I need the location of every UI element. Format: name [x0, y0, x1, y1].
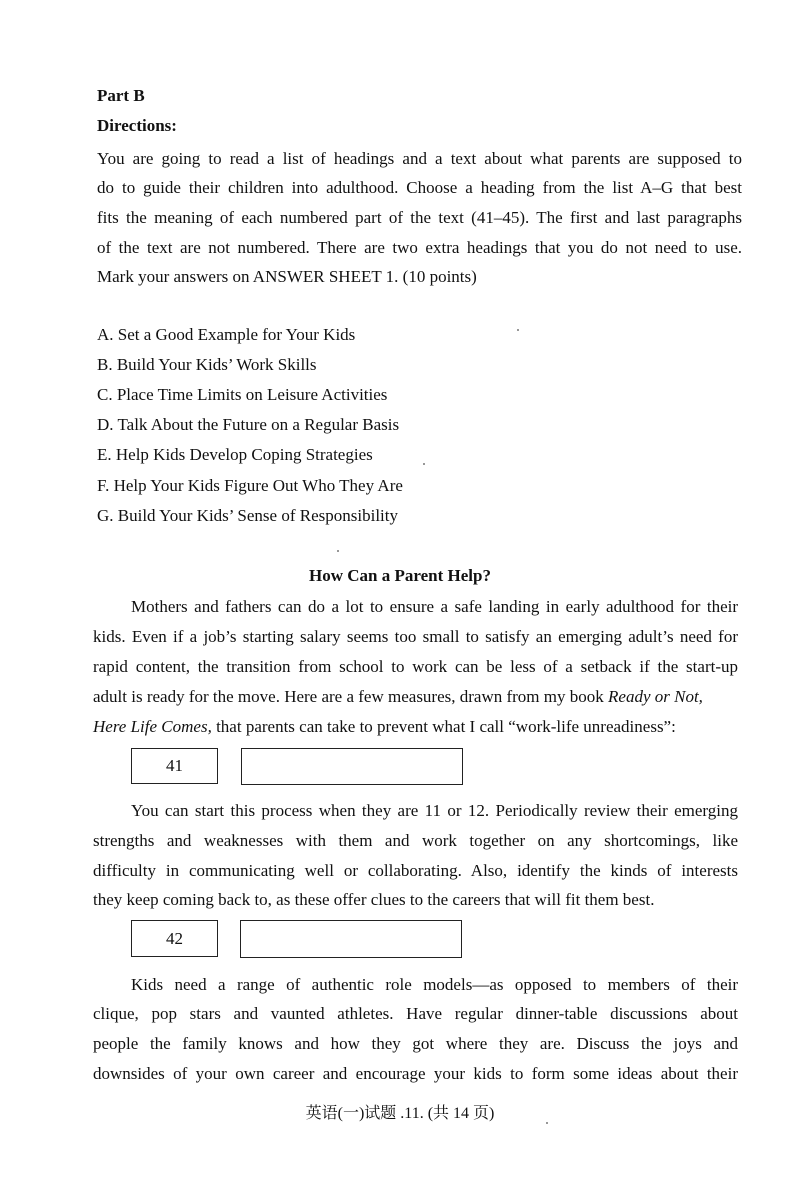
part-title: Part B: [97, 86, 145, 105]
paragraph-42-line: people the family knows and how they got where they are. Discuss the joys and: [93, 1034, 738, 1053]
scan-speck: [546, 1122, 548, 1124]
intro-line: Mothers and fathers can do a lot to ensure a safe landing in early adulthood for their: [131, 597, 738, 616]
heading-option-c: C. Place Time Limits on Leisure Activities: [97, 385, 388, 404]
heading-option-b: B. Build Your Kids’ Work Skills: [97, 355, 317, 374]
heading-option-g: G. Build Your Kids’ Sense of Responsibility: [97, 506, 398, 525]
directions-line: Mark your answers on ANSWER SHEET 1. (10 points): [97, 267, 477, 286]
intro-line: kids. Even if a job’s starting salary seems too small to satisfy an emerging adult’s need for: [93, 627, 738, 646]
scan-speck: [337, 550, 339, 552]
heading-option-a: A. Set a Good Example for Your Kids: [97, 325, 356, 344]
intro-line: rapid content, the transition from school to work can be less of a setback if the start-up: [93, 657, 738, 676]
question-41-number-box: [131, 748, 218, 784]
page-footer: 英语(一)试题 .11. (共 14 页): [305, 1105, 495, 1122]
paragraph-42-line: Kids need a range of authentic role models—as opposed to members of their: [131, 975, 738, 994]
directions-line: do to guide their children into adulthood. Choose a heading from the list A–G that best: [97, 178, 742, 197]
question-42-number: 42: [166, 928, 183, 948]
intro-line: [93, 687, 703, 707]
book-title-part-2: Here Life Comes,: [93, 717, 212, 736]
heading-option-f: F. Help Your Kids Figure Out Who They Are: [97, 476, 403, 495]
intro-line-text: adult is ready for the move. Here are a few measures, drawn from my book: [93, 687, 609, 706]
paragraph-41-line: they keep coming back to, as these offer clues to the careers that will fit them best.: [93, 890, 655, 909]
intro-line: [93, 717, 676, 737]
directions-label: Directions:: [97, 116, 177, 135]
question-41-answer-box[interactable]: [241, 748, 463, 785]
scan-speck: [423, 463, 425, 465]
directions-line: fits the meaning of each numbered part of the text (41–45). The first and last paragraphs: [97, 208, 742, 227]
paragraph-41-line: You can start this process when they are 11 or 12. Periodically review their emerging: [131, 801, 738, 820]
paragraph-42-line: clique, pop stars and vaunted athletes. Have regular dinner-table discussions about: [93, 1004, 738, 1023]
paragraph-41-line: difficulty in communicating well or collaborating. Also, identify the kinds of interests: [93, 861, 738, 880]
heading-option-d: D. Talk About the Future on a Regular Basis: [97, 415, 400, 434]
paragraph-42-line: downsides of your own career and encourage your kids to form some ideas about their: [93, 1064, 738, 1083]
intro-line-text: that parents can take to prevent what I call “work-life unreadiness”:: [211, 717, 676, 736]
question-42-number-box: [131, 920, 218, 957]
directions-line: of the text are not numbered. There are two extra headings that you do not need to use.: [97, 238, 742, 257]
scan-speck: [517, 329, 519, 331]
question-41-number: 41: [166, 756, 183, 775]
article-title: How Can a Parent Help?: [309, 566, 491, 585]
heading-option-e: E. Help Kids Develop Coping Strategies: [97, 445, 373, 464]
question-42-answer-box[interactable]: [240, 920, 462, 958]
book-title-part-1: Ready or Not,: [608, 687, 703, 706]
directions-line: You are going to read a list of headings and a text about what parents are supposed to: [97, 149, 742, 168]
paragraph-41-line: strengths and weaknesses with them and work together on any shortcomings, like: [93, 831, 738, 850]
